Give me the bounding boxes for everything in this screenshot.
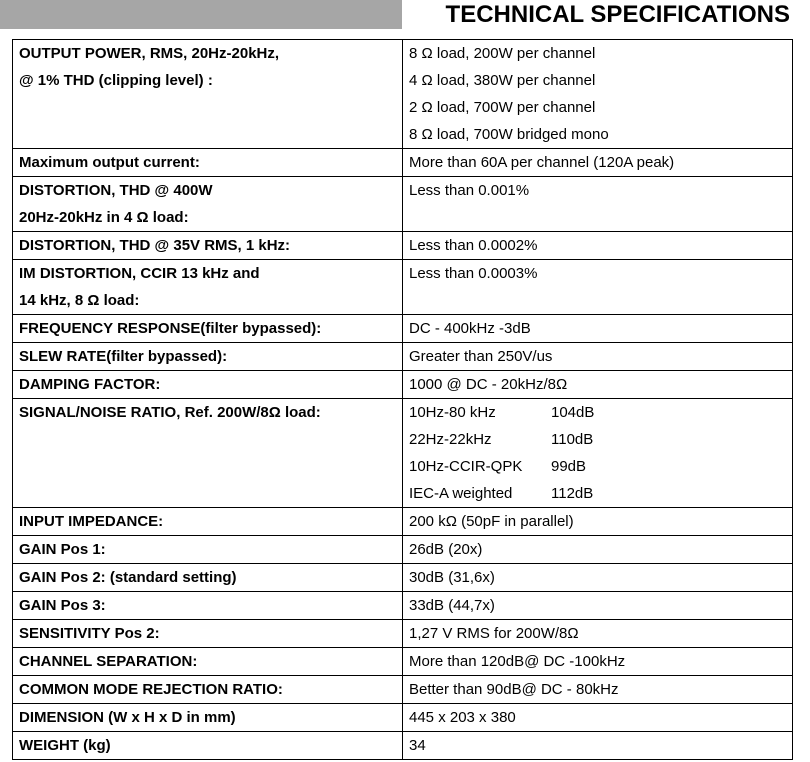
cell-line: Better than 90dB@ DC - 80kHz bbox=[409, 681, 619, 698]
cell-line: 20Hz-20kHz in 4 Ω load: bbox=[19, 209, 189, 226]
cell-line: 8 Ω load, 700W bridged mono bbox=[409, 126, 609, 143]
spec-row-weight-kg bbox=[13, 732, 793, 760]
specifications-table-body bbox=[13, 40, 793, 760]
spec-label bbox=[13, 732, 403, 760]
spec-value bbox=[403, 620, 793, 648]
cell-line: 26dB (20x) bbox=[409, 541, 483, 558]
spec-row-dimension-w-x-h-x-d-in-mm bbox=[13, 704, 793, 732]
cell-line: Less than 0.0003% bbox=[409, 265, 538, 282]
cell-line: INPUT IMPEDANCE: bbox=[19, 513, 164, 530]
spec-row-sensitivity-pos-2 bbox=[13, 620, 793, 648]
spec-label bbox=[13, 315, 403, 343]
spec-label bbox=[13, 177, 403, 232]
snr-line bbox=[409, 480, 786, 507]
spec-row-signal-noise-ratio bbox=[13, 399, 793, 508]
spec-label bbox=[13, 343, 403, 371]
snr-value: 99dB bbox=[551, 458, 587, 475]
cell-line: @ 1% THD (clipping level) : bbox=[19, 72, 213, 89]
spec-row-im-distortion-ccir-13-khz-and bbox=[13, 260, 793, 315]
cell-line: 30dB (31,6x) bbox=[409, 569, 495, 586]
cell-line: Less than 0.001% bbox=[409, 182, 530, 199]
cell-line: SIGNAL/NOISE RATIO, Ref. 200W/8Ω load: bbox=[19, 404, 321, 421]
cell-line: COMMON MODE REJECTION RATIO: bbox=[19, 681, 283, 698]
cell-line: OUTPUT POWER, RMS, 20Hz-20kHz, bbox=[19, 45, 280, 62]
snr-parameter: IEC-A weighted bbox=[409, 485, 513, 502]
cell-line: 33dB (44,7x) bbox=[409, 597, 495, 614]
cell-line: More than 120dB@ DC -100kHz bbox=[409, 653, 626, 670]
spec-row-distortion-thd-35v-rms-1-khz bbox=[13, 232, 793, 260]
cell-line: DAMPING FACTOR: bbox=[19, 376, 161, 393]
spec-label bbox=[13, 592, 403, 620]
spec-label bbox=[13, 232, 403, 260]
cell-line: 445 x 203 x 380 bbox=[409, 709, 516, 726]
snr-line bbox=[409, 399, 786, 426]
spec-label bbox=[13, 260, 403, 315]
cell-line: IM DISTORTION, CCIR 13 kHz and bbox=[19, 265, 260, 282]
spec-label bbox=[13, 371, 403, 399]
cell-line: 2 Ω load, 700W per channel bbox=[409, 99, 596, 116]
cell-line: FREQUENCY RESPONSE(filter bypassed): bbox=[19, 320, 322, 337]
cell-line: 4 Ω load, 380W per channel bbox=[409, 72, 596, 89]
spec-label bbox=[13, 704, 403, 732]
header-gray-band bbox=[0, 0, 402, 29]
snr-line bbox=[409, 453, 786, 480]
cell-line: 1000 @ DC - 20kHz/8Ω bbox=[409, 376, 568, 393]
cell-line: More than 60A per channel (120A peak) bbox=[409, 154, 675, 171]
spec-label bbox=[13, 564, 403, 592]
spec-row-gain-pos-3 bbox=[13, 592, 793, 620]
spec-label bbox=[13, 399, 403, 508]
spec-value bbox=[403, 371, 793, 399]
cell-line: Less than 0.0002% bbox=[409, 237, 538, 254]
spec-value bbox=[403, 704, 793, 732]
spec-value bbox=[403, 648, 793, 676]
cell-line: GAIN Pos 2: (standard setting) bbox=[19, 569, 237, 586]
spec-label bbox=[13, 536, 403, 564]
cell-line: Maximum output current: bbox=[19, 154, 200, 171]
spec-value bbox=[403, 177, 793, 232]
cell-line: DIMENSION (W x H x D in mm) bbox=[19, 709, 236, 726]
snr-value: 104dB bbox=[551, 404, 595, 421]
spec-row-output-power-rms-20hz-20khz bbox=[13, 40, 793, 149]
spec-value bbox=[403, 676, 793, 704]
spec-value bbox=[403, 260, 793, 315]
spec-value bbox=[403, 536, 793, 564]
page-title: TECHNICAL SPECIFICATIONS bbox=[445, 1, 790, 28]
cell-line: Greater than 250V/us bbox=[409, 348, 553, 365]
cell-line: 34 bbox=[409, 737, 426, 754]
cell-line: WEIGHT (kg) bbox=[19, 737, 111, 754]
cell-line: 1,27 V RMS for 200W/8Ω bbox=[409, 625, 579, 642]
header-bar bbox=[0, 0, 810, 29]
spec-label bbox=[13, 149, 403, 177]
spec-value bbox=[403, 315, 793, 343]
cell-line: 200 kΩ (50pF in parallel) bbox=[409, 513, 574, 530]
spec-row-frequency-response-filter-bypassed bbox=[13, 315, 793, 343]
spec-value bbox=[403, 564, 793, 592]
spec-row-slew-rate-filter-bypassed bbox=[13, 343, 793, 371]
snr-value: 112dB bbox=[551, 485, 594, 502]
spec-value bbox=[403, 149, 793, 177]
specifications-table bbox=[12, 39, 793, 760]
spec-row-common-mode-rejection-ratio bbox=[13, 676, 793, 704]
cell-line: GAIN Pos 3: bbox=[19, 597, 106, 614]
cell-line: GAIN Pos 1: bbox=[19, 541, 106, 558]
snr-parameter: 10Hz-CCIR-QPK bbox=[409, 458, 523, 475]
spec-row-damping-factor bbox=[13, 371, 793, 399]
spec-value bbox=[403, 592, 793, 620]
spec-row-distortion-thd-400w bbox=[13, 177, 793, 232]
snr-parameter: 10Hz-80 kHz bbox=[409, 404, 496, 421]
spec-label bbox=[13, 648, 403, 676]
spec-label bbox=[13, 620, 403, 648]
spec-row-channel-separation bbox=[13, 648, 793, 676]
spec-row-input-impedance bbox=[13, 508, 793, 536]
spec-value bbox=[403, 399, 793, 508]
snr-value: 110dB bbox=[551, 431, 594, 448]
cell-line: DISTORTION, THD @ 400W bbox=[19, 182, 213, 199]
cell-line: CHANNEL SEPARATION: bbox=[19, 653, 198, 670]
spec-label bbox=[13, 40, 403, 149]
spec-value bbox=[403, 343, 793, 371]
spec-value bbox=[403, 40, 793, 149]
spec-row-gain-pos-2-standard-setting bbox=[13, 564, 793, 592]
cell-line: SENSITIVITY Pos 2: bbox=[19, 625, 160, 642]
cell-line: DC - 400kHz -3dB bbox=[409, 320, 531, 337]
spec-label bbox=[13, 508, 403, 536]
cell-line: 8 Ω load, 200W per channel bbox=[409, 45, 596, 62]
cell-line: DISTORTION, THD @ 35V RMS, 1 kHz: bbox=[19, 237, 291, 254]
spec-label bbox=[13, 676, 403, 704]
spec-value bbox=[403, 508, 793, 536]
spec-row-maximum-output-current bbox=[13, 149, 793, 177]
cell-line: SLEW RATE(filter bypassed): bbox=[19, 348, 228, 365]
snr-parameter: 22Hz-22kHz bbox=[409, 431, 492, 448]
spec-value bbox=[403, 232, 793, 260]
spec-row-gain-pos-1 bbox=[13, 536, 793, 564]
spec-value bbox=[403, 732, 793, 760]
cell-line: 14 kHz, 8 Ω load: bbox=[19, 292, 140, 309]
snr-line bbox=[409, 426, 786, 453]
